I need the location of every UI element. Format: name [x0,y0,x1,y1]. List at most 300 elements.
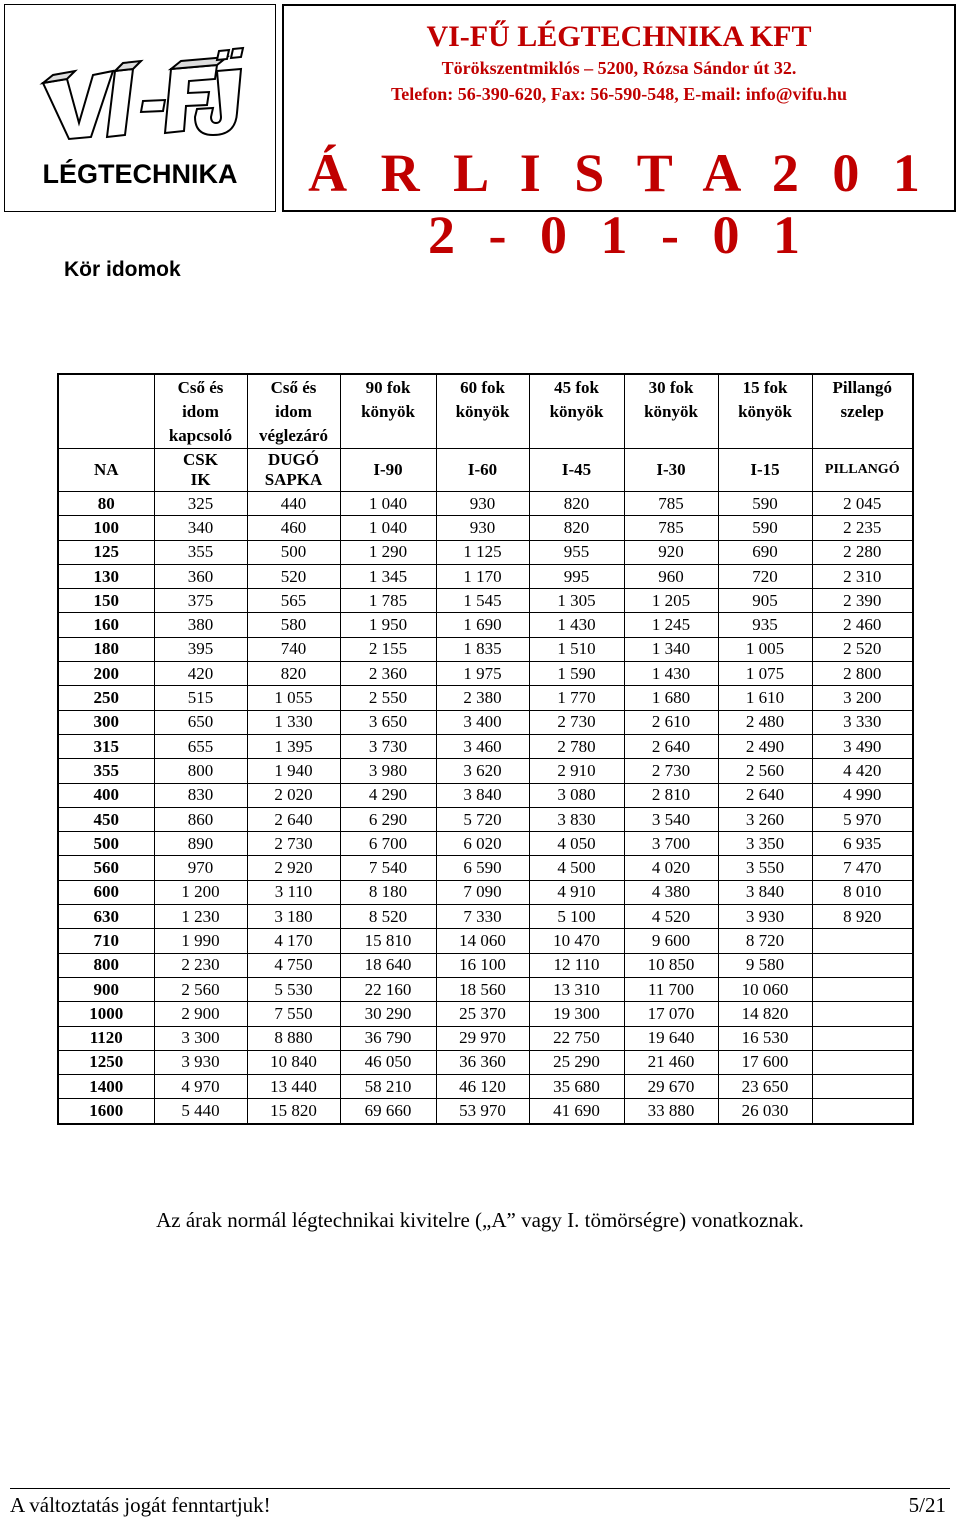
column-header-line: idom [182,402,219,421]
price-cell: 1 430 [624,662,718,686]
table-row [58,1075,913,1099]
column-header-line: véglezáró [259,426,328,445]
price-cell: 830 [154,783,247,807]
price-cell: 7 090 [436,880,529,904]
diameter-cell: 315 [58,734,154,758]
price-cell: 2 730 [247,832,340,856]
price-cell [812,1099,913,1124]
price-cell: 12 110 [529,953,624,977]
column-header-line: Cső és [177,378,224,397]
price-cell: 3 350 [718,832,812,856]
column-header-line: idom [275,402,312,421]
price-cell: 4 520 [624,905,718,929]
price-cell: 23 650 [718,1075,812,1099]
price-cell: 3 180 [247,905,340,929]
product-code-line: I-90 [373,460,403,479]
price-cell: 9 580 [718,953,812,977]
diameter-cell: 180 [58,637,154,661]
price-cell: 1 395 [247,734,340,758]
price-cell: 5 100 [529,905,624,929]
table-row [58,880,913,904]
price-cell: 29 970 [436,1026,529,1050]
price-cell: 19 300 [529,1002,624,1026]
product-code-line: I-15 [750,460,780,479]
price-cell: 15 810 [340,929,436,953]
product-code [529,449,624,492]
price-cell: 4 380 [624,880,718,904]
price-cell: 325 [154,492,247,516]
price-cell: 1 205 [624,589,718,613]
price-cell [812,977,913,1001]
price-cell: 7 330 [436,905,529,929]
price-cell: 2 020 [247,783,340,807]
price-cell: 360 [154,564,247,588]
price-cell: 5 970 [812,807,913,831]
diameter-cell: 450 [58,807,154,831]
price-cell: 25 370 [436,1002,529,1026]
table-row [58,783,913,807]
price-cell: 13 440 [247,1075,340,1099]
price-cell: 2 310 [812,564,913,588]
price-cell: 1 230 [154,905,247,929]
price-cell: 1 005 [718,637,812,661]
price-cell: 18 560 [436,977,529,1001]
price-cell: 7 540 [340,856,436,880]
column-header-line: 30 fok [648,378,694,397]
price-cell: 58 210 [340,1075,436,1099]
price-cell: 8 010 [812,880,913,904]
price-cell: 6 020 [436,832,529,856]
price-cell: 2 560 [154,977,247,1001]
product-code-line: PILLANGÓ [824,462,900,477]
price-cell: 19 640 [624,1026,718,1050]
diameter-cell: 500 [58,832,154,856]
column-header [718,374,812,449]
diameter-cell: 600 [58,880,154,904]
price-list-title: Á R L I S T A 2 0 1 2 - 0 1 - 0 1 [308,143,930,265]
price-cell: 1 990 [154,929,247,953]
diameter-cell: 250 [58,686,154,710]
price-cell: 2 490 [718,734,812,758]
price-cell: 1 510 [529,637,624,661]
price-cell: 930 [436,492,529,516]
price-cell: 565 [247,589,340,613]
column-header-line: könyök [361,402,415,421]
column-header [58,374,154,449]
price-cell: 3 830 [529,807,624,831]
price-cell: 22 160 [340,977,436,1001]
price-cell: 2 520 [812,637,913,661]
price-cell: 41 690 [529,1099,624,1124]
price-cell: 53 970 [436,1099,529,1124]
price-cell: 890 [154,832,247,856]
price-cell: 6 590 [436,856,529,880]
price-cell: 2 730 [529,710,624,734]
price-cell: 785 [624,492,718,516]
price-cell: 2 560 [718,759,812,783]
price-cell: 395 [154,637,247,661]
diameter-cell: 710 [58,929,154,953]
price-cell: 690 [718,540,812,564]
price-cell: 1 950 [340,613,436,637]
price-cell: 18 640 [340,953,436,977]
price-cell: 1 330 [247,710,340,734]
table-row [58,977,913,1001]
price-cell: 2 230 [154,953,247,977]
price-cell: 1 040 [340,492,436,516]
column-header-line: 15 fok [742,378,788,397]
column-header-line: Pillangó [832,378,892,397]
price-cell: 515 [154,686,247,710]
price-cell: 6 935 [812,832,913,856]
price-cell: 4 420 [812,759,913,783]
price-cell: 2 610 [624,710,718,734]
column-header-line: Cső és [270,378,317,397]
column-header-line: 45 fok [554,378,599,397]
product-code-line: CSK [183,450,218,469]
price-cell: 3 300 [154,1026,247,1050]
price-cell: 3 620 [436,759,529,783]
price-cell: 2 460 [812,613,913,637]
price-cell: 29 670 [624,1075,718,1099]
price-cell: 520 [247,564,340,588]
price-cell [812,953,913,977]
table-row [58,1002,913,1026]
diameter-cell: 80 [58,492,154,516]
price-cell: 920 [624,540,718,564]
price-cell: 16 530 [718,1026,812,1050]
table-row [58,613,913,637]
diameter-cell: 1250 [58,1050,154,1074]
column-header-line: 60 fok [460,378,505,397]
price-cell: 460 [247,516,340,540]
price-cell: 4 020 [624,856,718,880]
price-cell: 3 650 [340,710,436,734]
price-cell: 2 730 [624,759,718,783]
table-row [58,516,913,540]
diameter-cell: 1000 [58,1002,154,1026]
price-cell: 1 345 [340,564,436,588]
company-logo [4,4,276,212]
table-row [58,953,913,977]
price-cell: 1 940 [247,759,340,783]
price-cell: 2 235 [812,516,913,540]
table-row [58,1099,913,1124]
price-cell: 440 [247,492,340,516]
column-header [529,374,624,449]
price-cell [812,1050,913,1074]
price-cell: 3 460 [436,734,529,758]
price-cell: 375 [154,589,247,613]
price-cell: 4 910 [529,880,624,904]
price-cell: 36 360 [436,1050,529,1074]
table-row [58,492,913,516]
price-cell: 4 970 [154,1075,247,1099]
logo-subtitle: LÉGTECHNIKA [42,159,238,189]
table-row [58,1026,913,1050]
price-cell: 3 840 [718,880,812,904]
diameter-cell: 150 [58,589,154,613]
price-cell: 3 110 [247,880,340,904]
footer-disclaimer: A változtatás jogát fenntartjuk! [10,1493,271,1517]
price-cell: 3 330 [812,710,913,734]
price-cell: 6 290 [340,807,436,831]
price-cell: 1 680 [624,686,718,710]
price-cell: 3 980 [340,759,436,783]
table-row [58,929,913,953]
price-cell: 2 480 [718,710,812,734]
price-cell: 4 290 [340,783,436,807]
price-cell: 8 720 [718,929,812,953]
diameter-cell: 1120 [58,1026,154,1050]
price-cell: 8 920 [812,905,913,929]
price-cell: 1 340 [624,637,718,661]
table-row [58,832,913,856]
product-code [436,449,529,492]
diameter-cell: 125 [58,540,154,564]
price-cell: 26 030 [718,1099,812,1124]
company-name: VI-FŰ LÉGTECHNIKA KFT [426,20,812,53]
column-header [624,374,718,449]
price-cell: 25 290 [529,1050,624,1074]
table-row [58,637,913,661]
page-number: 5/21 [908,1493,946,1517]
price-cell: 33 880 [624,1099,718,1124]
column-header [812,374,913,449]
price-cell: 4 750 [247,953,340,977]
price-cell: 2 550 [340,686,436,710]
price-cell: 1 055 [247,686,340,710]
column-header-line: könyök [549,402,604,421]
diameter-cell: 630 [58,905,154,929]
price-note: Az árak normál légtechnikai kivitelre („A” vagy I. tömörségre) vonatkoznak. [156,1208,804,1232]
price-cell: 1 170 [436,564,529,588]
price-cell: 13 310 [529,977,624,1001]
table-row [58,807,913,831]
price-cell: 46 120 [436,1075,529,1099]
price-cell: 2 380 [436,686,529,710]
page-header [0,0,960,265]
price-cell: 15 820 [247,1099,340,1124]
product-code [247,449,340,492]
table-row [58,759,913,783]
product-code [154,449,247,492]
price-cell: 785 [624,516,718,540]
price-cell: 960 [624,564,718,588]
price-cell: 4 500 [529,856,624,880]
logo-graphic [5,5,275,211]
company-info-box [282,4,956,265]
diameter-cell: 300 [58,710,154,734]
price-cell: 3 080 [529,783,624,807]
price-cell: 3 930 [718,905,812,929]
table-row [58,856,913,880]
company-contact: Telefon: 56-390-620, Fax: 56-590-548, E-mail: info@vifu.hu [390,84,848,104]
diameter-cell: 100 [58,516,154,540]
product-code-line: IK [190,470,211,489]
price-cell: 1 610 [718,686,812,710]
price-cell: 420 [154,662,247,686]
product-code-line: I-60 [467,460,498,479]
diameter-cell: 130 [58,564,154,588]
price-cell: 720 [718,564,812,588]
price-cell: 69 660 [340,1099,436,1124]
diameter-cell: 200 [58,662,154,686]
price-cell: 17 070 [624,1002,718,1026]
product-code [340,449,436,492]
column-header-line: szelep [840,402,884,421]
price-cell: 35 680 [529,1075,624,1099]
price-cell: 1 200 [154,880,247,904]
price-cell: 10 840 [247,1050,340,1074]
table-row [58,662,913,686]
price-cell: 2 800 [812,662,913,686]
price-cell: 3 540 [624,807,718,831]
diameter-cell: 1400 [58,1075,154,1099]
table-row [58,710,913,734]
price-cell: 5 530 [247,977,340,1001]
price-cell: 4 990 [812,783,913,807]
product-code [718,449,812,492]
table-row [58,540,913,564]
price-cell: 14 820 [718,1002,812,1026]
price-cell: 2 640 [624,734,718,758]
price-cell: 2 640 [718,783,812,807]
price-cell: 655 [154,734,247,758]
column-header-line: könyök [455,402,510,421]
price-cell: 2 900 [154,1002,247,1026]
price-cell: 1 690 [436,613,529,637]
price-cell: 380 [154,613,247,637]
price-cell: 970 [154,856,247,880]
price-cell: 995 [529,564,624,588]
product-code [58,449,154,492]
table-row [58,734,913,758]
product-code [812,449,913,492]
price-cell: 3 490 [812,734,913,758]
price-table [57,373,914,1125]
price-cell: 500 [247,540,340,564]
product-code [624,449,718,492]
price-cell: 2 280 [812,540,913,564]
price-cell: 3 400 [436,710,529,734]
price-cell: 3 930 [154,1050,247,1074]
table-row [58,686,913,710]
diameter-cell: 900 [58,977,154,1001]
price-cell: 5 440 [154,1099,247,1124]
price-cell: 30 290 [340,1002,436,1026]
price-cell: 355 [154,540,247,564]
product-code-line: NA [93,460,119,479]
column-header-line: könyök [738,402,792,421]
price-cell: 17 600 [718,1050,812,1074]
price-cell: 10 060 [718,977,812,1001]
diameter-cell: 160 [58,613,154,637]
price-cell: 2 810 [624,783,718,807]
price-cell: 5 720 [436,807,529,831]
code-row [58,449,913,492]
price-cell: 1 305 [529,589,624,613]
table-row [58,589,913,613]
table-row [58,1050,913,1074]
price-table-body [58,374,913,1124]
price-cell: 3 200 [812,686,913,710]
price-cell: 7 470 [812,856,913,880]
price-cell: 3 700 [624,832,718,856]
price-cell: 3 730 [340,734,436,758]
footer-divider [10,1488,950,1489]
price-cell: 1 835 [436,637,529,661]
price-cell: 3 840 [436,783,529,807]
price-cell: 6 700 [340,832,436,856]
price-cell: 21 460 [624,1050,718,1074]
price-cell: 4 050 [529,832,624,856]
price-cell: 1 290 [340,540,436,564]
header-row [58,374,913,449]
price-cell: 3 550 [718,856,812,880]
price-cell: 820 [529,492,624,516]
product-code-line: DUGÓ [268,450,319,469]
table-row [58,905,913,929]
price-cell: 340 [154,516,247,540]
price-cell: 10 470 [529,929,624,953]
price-cell: 740 [247,637,340,661]
price-cell [812,1075,913,1099]
price-cell: 10 850 [624,953,718,977]
price-cell: 22 750 [529,1026,624,1050]
price-cell: 1 125 [436,540,529,564]
table-row [58,564,913,588]
price-cell: 590 [718,516,812,540]
price-cell: 2 360 [340,662,436,686]
price-cell: 1 040 [340,516,436,540]
price-cell: 2 780 [529,734,624,758]
column-header-line: 90 fok [365,378,411,397]
price-cell: 580 [247,613,340,637]
price-cell: 650 [154,710,247,734]
price-cell: 3 260 [718,807,812,831]
diameter-cell: 800 [58,953,154,977]
price-cell: 46 050 [340,1050,436,1074]
section-title: Kör idomok [64,258,181,281]
product-code-line: SAPKA [264,470,323,489]
price-cell: 955 [529,540,624,564]
price-cell: 800 [154,759,247,783]
column-header [154,374,247,449]
price-cell: 1 430 [529,613,624,637]
price-cell: 860 [154,807,247,831]
column-header [340,374,436,449]
price-cell: 935 [718,613,812,637]
price-cell [812,1026,913,1050]
column-header [247,374,340,449]
price-cell: 36 790 [340,1026,436,1050]
price-cell: 590 [718,492,812,516]
price-cell: 1 075 [718,662,812,686]
price-cell: 7 550 [247,1002,340,1026]
price-cell: 8 180 [340,880,436,904]
price-cell: 1 245 [624,613,718,637]
price-cell: 820 [529,516,624,540]
column-header [436,374,529,449]
price-cell: 4 170 [247,929,340,953]
price-cell: 2 390 [812,589,913,613]
price-cell: 1 785 [340,589,436,613]
column-header-line: kapcsoló [168,426,233,445]
price-cell: 9 600 [624,929,718,953]
price-cell: 14 060 [436,929,529,953]
price-cell: 2 640 [247,807,340,831]
